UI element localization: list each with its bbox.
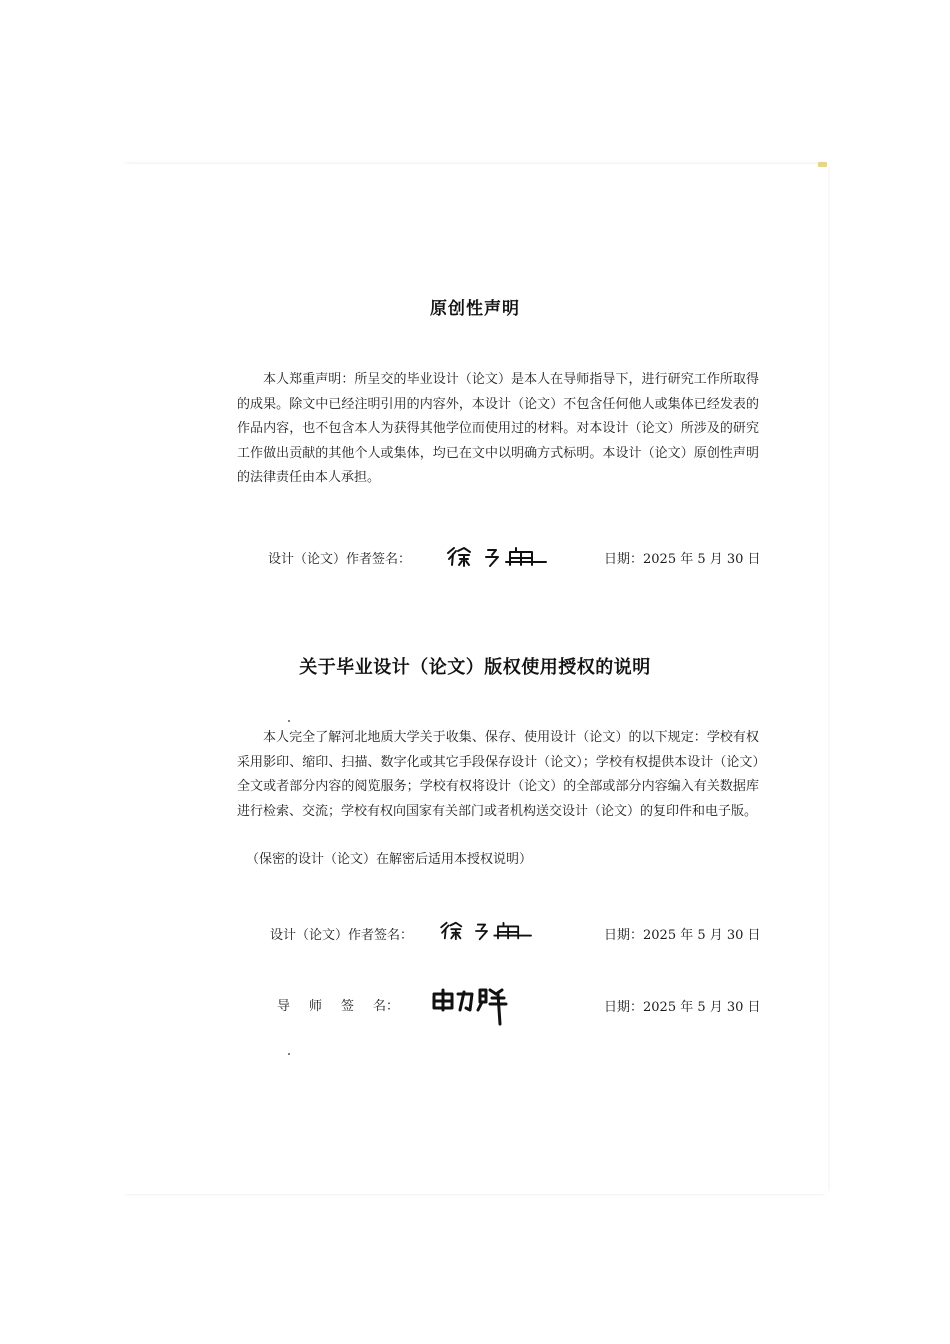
supervisor-date: 日期：2025 年 5 月 30 日 xyxy=(604,1000,761,1015)
declaration-title: 原创性声明 xyxy=(430,299,520,319)
authorization-author-sign-label: 设计（论文）作者签名： xyxy=(270,928,414,943)
scan-speck xyxy=(288,720,290,722)
authorization-title: 关于毕业设计（论文）版权使用授权的说明 xyxy=(299,657,651,678)
declaration-paragraph xyxy=(237,368,759,491)
supervisor-label-char-2: 师 xyxy=(309,999,323,1014)
authorization-author-date: 日期：2025 年 5 月 30 日 xyxy=(604,928,761,943)
authorization-paragraph-text: 本人完全了解河北地质大学关于收集、保存、使用设计（论文）的以下规定：学校有权采用影印、缩印、扫描、数字化或其它手段保存设计（论文）；学校有权提供本设计（论文）全文或者部分内容的阅览服务；学校有权将设计（论文）的全部或部分内容编入有关数据库进行检索、交流；学校有权向国家有关部门或者机构送交设计（论文）的复印件和电子版。 xyxy=(237,730,759,819)
authorization-author-signature xyxy=(438,920,536,942)
declaration-paragraph-text: 本人郑重声明：所呈交的毕业设计（论文）是本人在导师指导下，进行研究工作所取得的成果。除文中已经注明引用的内容外，本设计（论文）不包含任何他人或集体已经发表的作品内容，也不包含本人为获得其他学位而使用过的材料。对本设计（论文）所涉及的研究工作做出贡献的其他个人或集体，均已在文中以明确方式标明。本设计（论文）原创性声明的法律责任由本人承担。 xyxy=(237,372,759,485)
authorization-paragraph xyxy=(237,726,759,824)
scan-speck xyxy=(288,1053,290,1055)
supervisor-sign-label xyxy=(277,995,418,1014)
supervisor-label-char-4: 名： xyxy=(373,999,400,1014)
supervisor-label-char-1: 导 xyxy=(277,999,291,1014)
supervisor-signature xyxy=(430,984,510,1028)
supervisor-label-char-3: 签 xyxy=(341,999,355,1014)
declaration-author-sign-label: 设计（论文）作者签名： xyxy=(268,552,412,567)
declaration-author-signature xyxy=(446,545,550,569)
authorization-note: （保密的设计（论文）在解密后适用本授权说明） xyxy=(246,852,533,867)
declaration-date: 日期：2025 年 5 月 30 日 xyxy=(604,552,761,567)
scan-corner-mark xyxy=(818,162,827,167)
